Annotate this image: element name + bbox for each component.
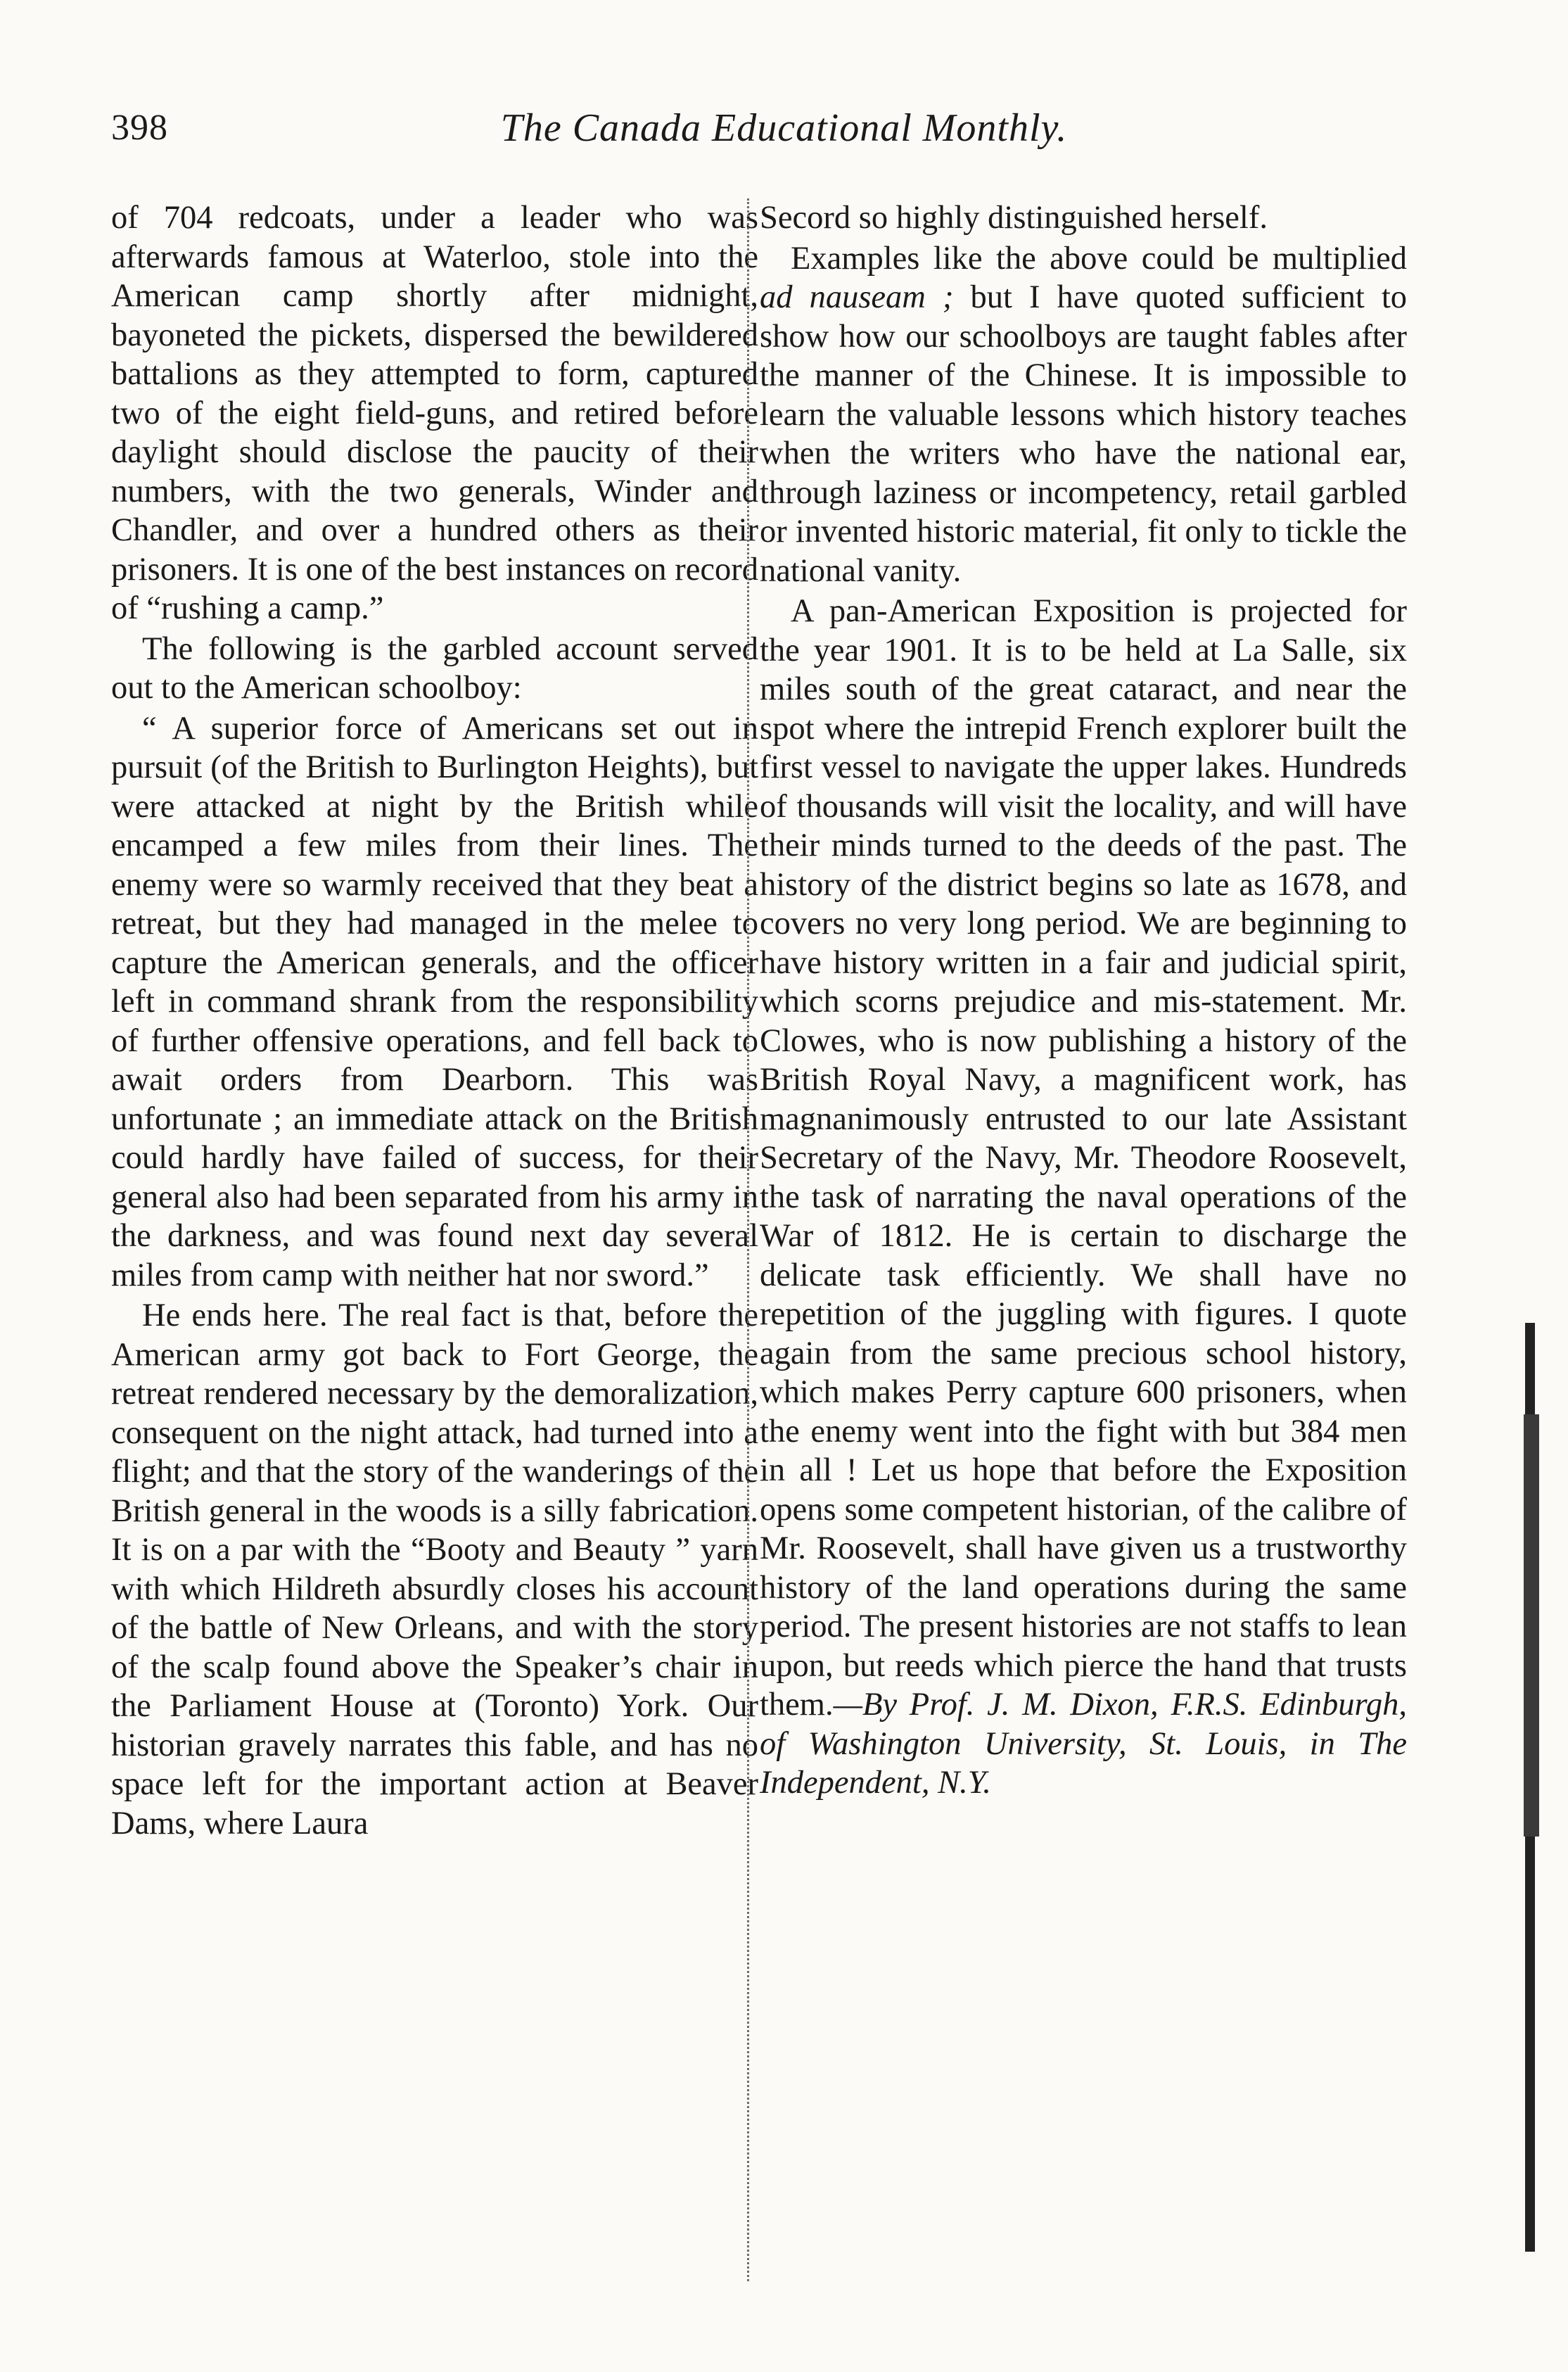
left-paragraph-1: of 704 redcoats, under a leader who was afterwards famous at Waterloo, stole into the American camp shortly after midnight, bayoneted the pickets, dispersed the bewildered battalions as they attempted to form, captured two of the eight field-guns, and retired before daylight should disclose the paucity of their numbers, with the two generals, Winder and Chandler, and over a hundred others as their prisoners. It is one of the best instances on record of “rushing a camp.”: [111, 200, 758, 626]
left-paragraph-2: The following is the garbled account served out to the American schoolboy:: [111, 630, 758, 706]
page-number: 398: [111, 108, 168, 148]
page-edge-shadow-dense: [1524, 1414, 1539, 1837]
article-byline: —By Prof. J. M. Dixon, F.R.S. Edinburgh, of Washington University, St. Louis, in The Independent, N.Y.: [760, 1687, 1407, 1801]
left-paragraph-3: He ends here. The real fact is that, before the American army got back to Fort George, the retreat rendered necessary by the demoralization, consequent on the night attack, had turned into a flight; and that the story of the wanderings of the British general in the woods is a silly fabrication. It is on a par with the “Booty and Beauty ” yarn with which Hildreth absurdly closes his account of the battle of New Orleans, and with the story of the scalp found above the Speaker’s chair in the Parliament House at (Toronto) York. Our historian gravely narrates this fable, and has no space left for the important action at Beaver Dams, where Laura: [111, 1298, 758, 1841]
right-paragraph-2-end: but I have quoted sufficient to show how our schoolboys are taught fables after the manner of the Chinese. It is impossible to learn the valuable lessons which history teaches when the writers who have the national ear, through laziness or incompetency, retail garbled or invented historic material, fit only to tickle the national vanity.: [760, 279, 1407, 589]
ad-nauseam-italic: ad nauseam ;: [760, 279, 954, 315]
column-divider: [747, 198, 749, 2281]
right-paragraph-2-start: Examples like the above could be multiplied: [791, 240, 1407, 277]
right-paragraph-1: Secord so highly distinguished herself.: [760, 200, 1268, 236]
right-paragraph-3: [760, 592, 1407, 1803]
left-quotation: “ A superior force of Americans set out in pursuit (of the British to Burlington Heights), but were attacked at night by the British while encamped a few miles from their lines. The enemy were so warmly received that they beat a retreat, but they had managed in the melee to capture the American generals, and the officer left in command shrank from the responsibility of further offensive operations, and fell back to await orders from Dearborn. This was unfortunate ; an immediate attack on the British could hardly have failed of success, for their general also had been separated from his army in the darkness, and was found next day several miles from camp with neither hat nor sword.”: [111, 710, 758, 1293]
right-column: [760, 198, 1407, 1804]
running-head-title: The Canada Educational Monthly.: [500, 106, 1068, 150]
right-paragraph-2: [760, 239, 1407, 591]
left-column: [111, 198, 758, 1844]
right-paragraph-3-body: A pan-American Exposition is projected for the year 1901. It is to be held at La Salle, six miles south of the great cataract, and near the spot where the intrepid French explorer built the first vessel to navigate the upper lakes. Hundreds of thousands will visit the locality, and will have their minds turned to the deeds of the past. The history of the district begins so late as 1678, and covers no very long period. We are beginning to have history written in a fair and judicial spirit, which scorns prejudice and mis-statement. Mr. Clowes, who is now publishing a history of the British Royal Navy, a magnificent work, has magnanimously entrusted to our late Assistant Secretary of the Navy, Mr. Theodore Roosevelt, the task of narrating the naval operations of the War of 1812. He is certain to discharge the delicate task efficiently. We shall have no repetition of the juggling with figures. I quote again from the same precious school history, which makes Perry capture 600 prisoners, when the enemy went into the fight with but 384 men in all ! Let us hope that before the Exposition opens some competent historian, of the calibre of Mr. Roosevelt, shall have given us a trustworthy history of the land operations during the same period. The present histories are not staffs to lean upon, but reeds which pierce the hand that trusts them.: [760, 593, 1407, 1723]
